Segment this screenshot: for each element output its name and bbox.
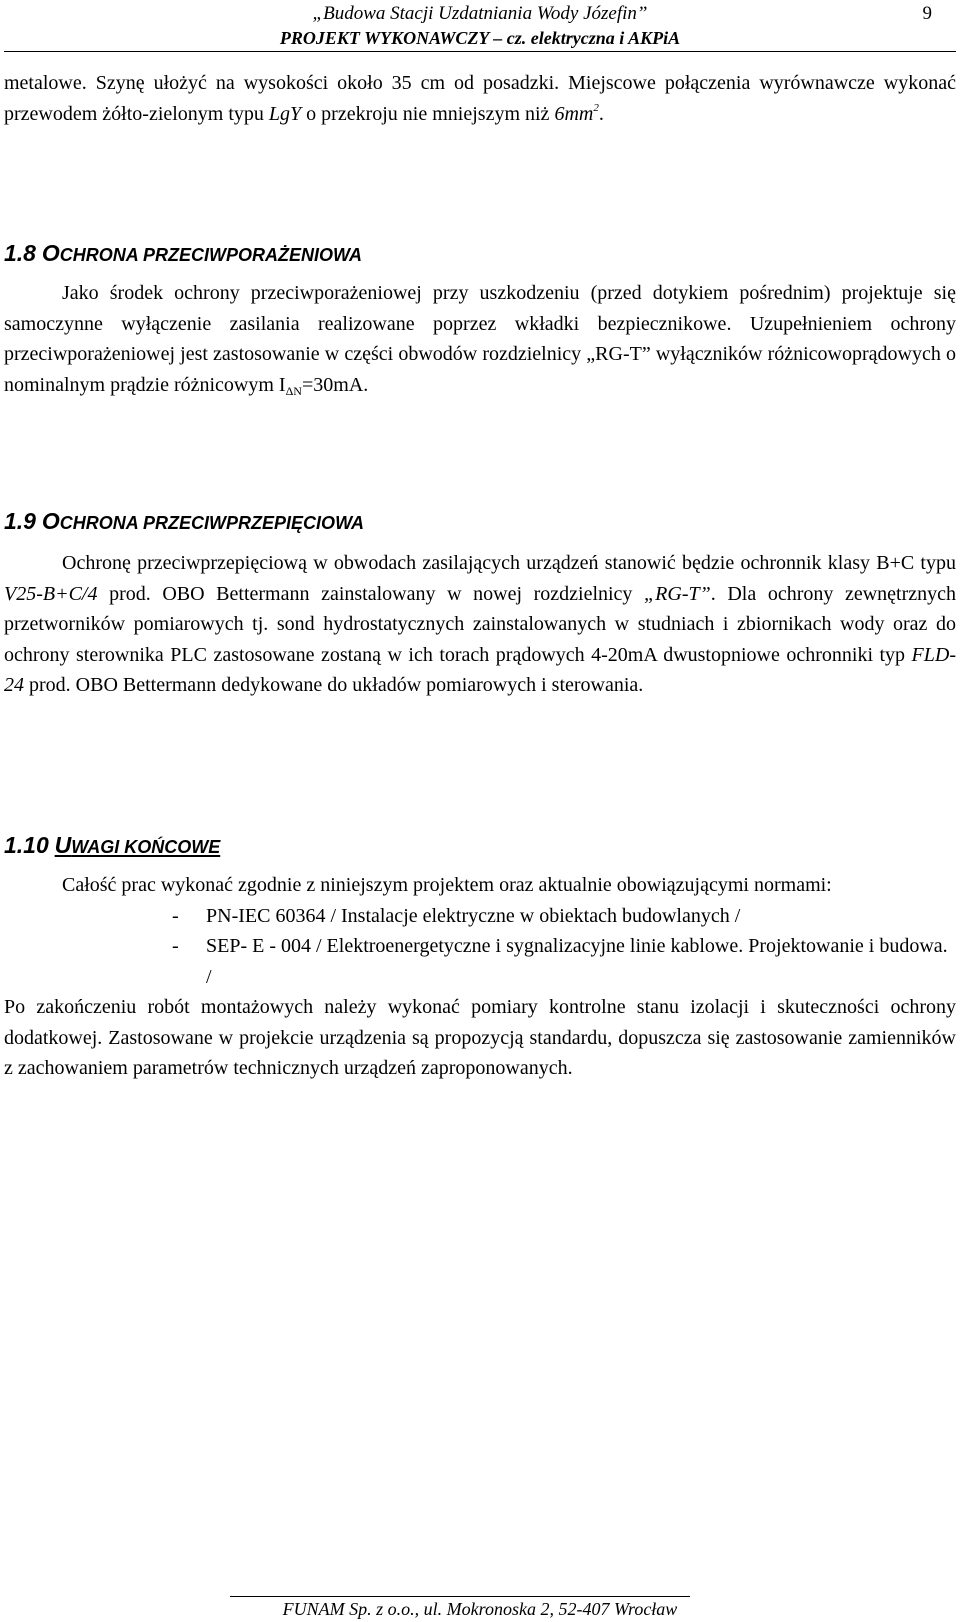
footer-address: FUNAM Sp. z o.o., ul. Mokronoska 2, 52-407 Wrocław <box>282 1599 678 1619</box>
norms-intro: Całość prac wykonać zgodnie z niniejszym projektem oraz aktualnie obowiązującymi normami: <box>62 874 832 896</box>
footer-divider <box>230 1596 690 1597</box>
closing-paragraph: Po zakończeniu robót montażowych należy wykonać pomiary kontrolne stanu izolacji i skuteczności ochrony dodatkowej. Zastosowane w projekcie urządzenia są propozycją standardu, dopuszcza się zastosowanie zamienników z zachowaniem parametrów technicznych urządzeń zaproponowanych. <box>4 996 956 1079</box>
header-title: „Budowa Stacji Uzdatniania Wody Józefin” <box>312 3 648 24</box>
header-subtitle: PROJEKT WYKONAWCZY – cz. elektryczna i AKPiA <box>279 28 681 48</box>
list-item: - PN-IEC 60364 / Instalacje elektryczne w obiektach budowlanych / <box>172 904 741 927</box>
page-number: 9 <box>922 3 932 24</box>
switchboard-name: „RG-T” <box>644 582 711 605</box>
list-item: - SEP- E - 004 / Elektroenergetyczne i sygnalizacyjne linie kablowe. Projektowanie i budowa. / <box>172 935 948 988</box>
section-heading-1-10: 1.10 UWAGI KOŃCOWE <box>4 832 221 858</box>
norms-list <box>4 901 956 993</box>
section-heading-1-9: 1.9 OCHRONA PRZECIWPRZEPIĘCIOWA <box>4 508 365 534</box>
section-1-9-paragraph: Ochronę przeciwprzepięciową w obwodach zasilających urządzeń stanowić będzie ochronnik klasy B+C typu V25-B+C/4 prod. OBO Bettermann zainstalowany w nowej rozdzielnicy „RG-T”. Dla ochrony zewnętrznych przetworników pomiarowych tj. sond hydrostatycznych zainstalowanych w studniach i zbiornikach wody oraz do ochrony sterownika PLC zastosowane zostaną w ich torach prądowych 4-20mA dwustopniowe ochronniki typ FLD-24 prod. OBO Bettermann dedykowane do układów pomiarowych i sterowania. <box>4 552 957 696</box>
device-fld24: FLD-24 <box>4 643 956 696</box>
device-v25: V25-B+C/4 <box>4 582 98 605</box>
delta-n-subscript: ΔN <box>285 383 302 398</box>
cross-section: $6mm^2$ <box>554 101 599 125</box>
section-heading-1-8: 1.8 OCHRONA PRZECIWPORAŻENIOWA <box>4 240 363 266</box>
section-1-10-body <box>4 870 956 1084</box>
header-divider <box>4 51 956 52</box>
cable-type: LgY <box>268 102 302 125</box>
intro-paragraph: metalowe. Szynę ułożyć na wysokości około 35 cm od posadzki. Miejscowe połączenia wyrównawcze wykonać przewodem żółto-zielonym typu LgY o przekroju nie mniejszym niż $6mm^2$. <box>4 72 956 125</box>
section-1-8-paragraph: Jako środek ochrony przeciwporażeniowej przy uszkodzeniu (przed dotykiem pośrednim) projektuje się samoczynne wyłączenie zasilania realizowane poprzez wkładki bezpiecznikowe. Uzupełnieniem ochrony przeciwporażeniowej jest zastosowanie w części obwodów rozdzielnicy „RG-T” wyłączników różnicowoprądowych o nominalnym prądzie różnicowym $I_{\Delta N}=30mA$. <box>4 282 956 398</box>
